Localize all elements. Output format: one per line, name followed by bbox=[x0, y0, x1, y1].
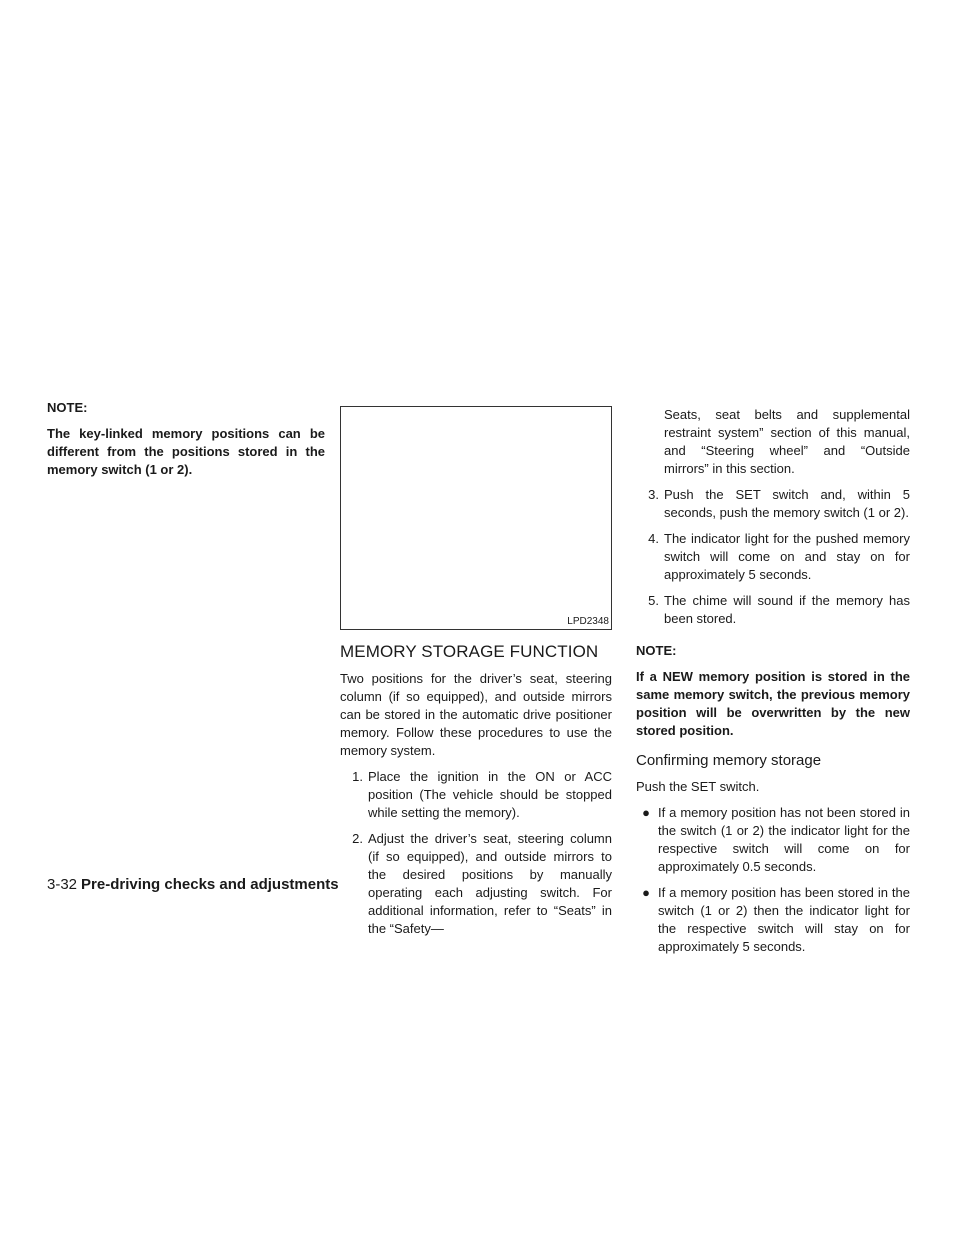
step-text: The indicator light for the pushed memory switch will come on and stay on for approximately 5 seconds. bbox=[664, 531, 910, 582]
page-footer bbox=[47, 876, 339, 894]
bullet-text: If a memory position has not been stored in the switch (1 or 2) the indicator light for the respective switch will come on for approximately 0.5 seconds. bbox=[658, 805, 910, 874]
step-item bbox=[636, 592, 910, 628]
page-number: 3-32 bbox=[47, 876, 78, 893]
step-text: The chime will sound if the memory has been stored. bbox=[664, 593, 910, 626]
figure-caption: LPD2348 bbox=[567, 616, 609, 627]
section-heading: MEMORY STORAGE FUNCTION bbox=[340, 642, 599, 661]
step-continuation: Seats, seat belts and supplemental restraint system” section of this manual, and “Steering wheel” and “Outside mirrors” in this section. bbox=[664, 407, 910, 476]
step-number: 2. bbox=[352, 831, 363, 846]
middle-column bbox=[340, 406, 612, 946]
steps-list bbox=[340, 768, 612, 938]
step-text: Adjust the driver’s seat, steering column (if so equipped), and outside mirrors to the desired positions by manually operating each adjusting switch. For additional information, refer to “Seats” in the “Safety— bbox=[368, 831, 612, 936]
footer-section-name: Pre-driving checks and adjustments bbox=[81, 876, 339, 893]
subsection-heading: Confirming memory storage bbox=[636, 752, 822, 769]
step-number: 4. bbox=[648, 531, 659, 546]
step-text: Place the ignition in the ON or ACC position (The vehicle should be stopped while setting the memory). bbox=[368, 769, 612, 820]
step-item bbox=[340, 830, 612, 938]
step-item bbox=[340, 768, 612, 822]
right-column bbox=[636, 406, 910, 964]
steps-list-continued bbox=[636, 486, 910, 628]
step-number: 1. bbox=[352, 769, 363, 784]
note-text: If a NEW memory position is stored in the same memory switch, the previous memory position will be overwritten by the new stored position. bbox=[636, 669, 910, 738]
bullet-item bbox=[636, 884, 910, 956]
note-label: NOTE: bbox=[47, 400, 88, 415]
figure-illustration bbox=[340, 406, 612, 630]
subsection-intro: Push the SET switch. bbox=[636, 779, 760, 794]
left-column bbox=[47, 399, 325, 479]
step-number: 5. bbox=[648, 593, 659, 608]
bullet-icon: ● bbox=[642, 885, 650, 900]
step-number: 3. bbox=[648, 487, 659, 502]
step-item bbox=[636, 486, 910, 522]
step-item bbox=[636, 530, 910, 584]
note-text: The key-linked memory positions can be different from the positions stored in the memory switch (1 or 2). bbox=[47, 426, 325, 477]
bullet-item bbox=[636, 804, 910, 876]
bullet-text: If a memory position has been stored in the switch (1 or 2) then the indicator light for the respective switch will stay on for approximately 5 seconds. bbox=[658, 885, 910, 954]
bullet-list bbox=[636, 804, 910, 956]
bullet-icon: ● bbox=[642, 805, 650, 820]
step-text: Push the SET switch and, within 5 seconds, push the memory switch (1 or 2). bbox=[664, 487, 910, 520]
section-intro: Two positions for the driver’s seat, steering column (if so equipped), and outside mirrors can be stored in the automatic drive positioner memory. Follow these procedures to use the memory system. bbox=[340, 671, 612, 758]
note-label: NOTE: bbox=[636, 643, 677, 658]
